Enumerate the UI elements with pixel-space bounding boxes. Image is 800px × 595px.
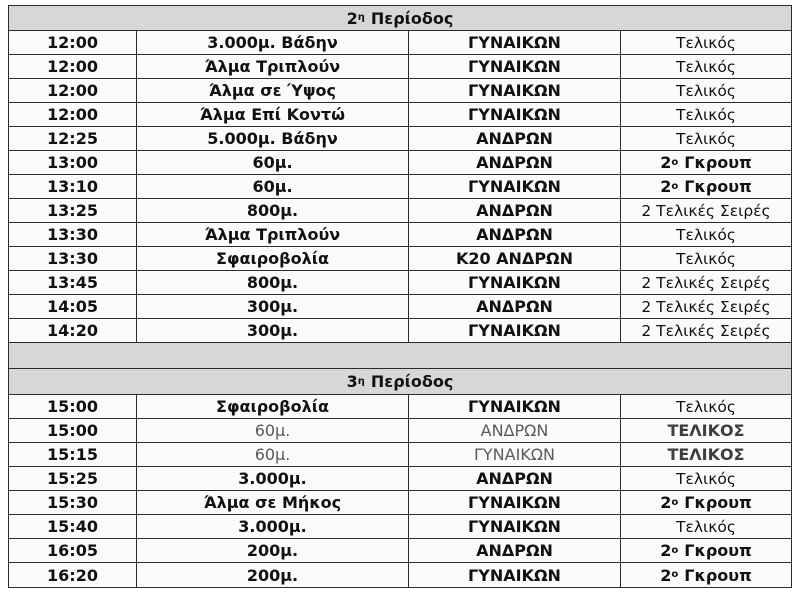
event-cell: Άλμα Τριπλούν bbox=[137, 55, 409, 78]
event-cell: 300μ. bbox=[137, 295, 409, 318]
time-cell: 12:00 bbox=[9, 79, 137, 102]
stage-cell: Τελικός bbox=[676, 225, 736, 244]
stage-cell: 2 ο Γκρουπ bbox=[660, 541, 752, 560]
time-cell: 12:00 bbox=[9, 103, 137, 126]
schedule-row bbox=[9, 563, 791, 587]
schedule-row bbox=[9, 127, 791, 151]
stage-label: Γκρουπ bbox=[684, 541, 752, 560]
event-cell: 300μ. bbox=[137, 319, 409, 342]
stage-number: 2 bbox=[660, 541, 672, 560]
category-cell: ΓΥΝΑΙΚΩΝ bbox=[409, 31, 621, 54]
stage-number: 2 bbox=[660, 177, 672, 196]
stage-number: 2 bbox=[660, 493, 672, 512]
time-cell: 15:40 bbox=[9, 515, 137, 538]
period-label: Περίοδος bbox=[370, 372, 454, 391]
stage-cell: Τελικός bbox=[676, 397, 736, 416]
stage-label: Γκρουπ bbox=[684, 493, 752, 512]
stage-cell: 2 Τελικές Σειρές bbox=[641, 273, 771, 292]
time-cell: 15:25 bbox=[9, 467, 137, 490]
category-cell: ΑΝΔΡΩΝ bbox=[409, 151, 621, 174]
event-cell: 60μ. bbox=[137, 419, 409, 442]
stage-cell: 2 Τελικές Σειρές bbox=[641, 321, 771, 340]
stage-label: Γκρουπ bbox=[684, 153, 752, 172]
stage-cell: 2 ο Γκρουπ bbox=[660, 493, 752, 512]
stage-number: 2 bbox=[660, 565, 672, 585]
event-cell: 3.000μ. Βάδην bbox=[137, 31, 409, 54]
category-cell: ΑΝΔΡΩΝ bbox=[409, 295, 621, 318]
category-cell: ΑΝΔΡΩΝ bbox=[409, 127, 621, 150]
period-heading: 3 η Περίοδος bbox=[9, 369, 791, 395]
event-cell: 3.000μ. bbox=[137, 515, 409, 538]
stage-cell: Τελικός bbox=[676, 33, 736, 52]
time-cell: 13:45 bbox=[9, 271, 137, 294]
stage-label: Γκρουπ bbox=[684, 565, 752, 585]
stage-cell: 2 Τελικές Σειρές bbox=[641, 297, 771, 316]
time-cell: 13:30 bbox=[9, 247, 137, 270]
stage-cell: Τελικός bbox=[676, 105, 736, 124]
stage-cell: Τελικός bbox=[676, 57, 736, 76]
category-cell: ΓΥΝΑΙΚΩΝ bbox=[409, 395, 621, 418]
category-cell: ΓΥΝΑΙΚΩΝ bbox=[409, 79, 621, 102]
stage-cell: 2 ο Γκρουπ bbox=[660, 565, 752, 585]
category-cell: ΑΝΔΡΩΝ bbox=[409, 199, 621, 222]
schedule-row bbox=[9, 223, 791, 247]
category-cell: ΓΥΝΑΙΚΩΝ bbox=[409, 55, 621, 78]
stage-cell: ΤΕΛΙΚΟΣ bbox=[667, 445, 745, 464]
time-cell: 14:20 bbox=[9, 319, 137, 342]
schedule-row bbox=[9, 467, 791, 491]
event-cell: Σφαιροβολία bbox=[137, 247, 409, 270]
schedule-row bbox=[9, 395, 791, 419]
time-cell: 15:15 bbox=[9, 443, 137, 466]
time-cell: 15:00 bbox=[9, 419, 137, 442]
time-cell: 16:05 bbox=[9, 539, 137, 562]
event-cell: Σφαιροβολία bbox=[137, 395, 409, 418]
category-cell: ΑΝΔΡΩΝ bbox=[409, 467, 621, 490]
time-cell: 12:00 bbox=[9, 31, 137, 54]
schedule-row bbox=[9, 247, 791, 271]
schedule-row bbox=[9, 199, 791, 223]
stage-cell: 2 ο Γκρουπ bbox=[660, 153, 752, 172]
stage-cell: Τελικός bbox=[676, 249, 736, 268]
schedule-row bbox=[9, 55, 791, 79]
time-cell: 13:10 bbox=[9, 175, 137, 198]
stage-cell: ΤΕΛΙΚΟΣ bbox=[667, 421, 745, 440]
event-cell: Άλμα σε Μήκος bbox=[137, 491, 409, 514]
schedule-row bbox=[9, 443, 791, 467]
stage-cell: Τελικός bbox=[676, 469, 736, 488]
event-cell: 5.000μ. Βάδην bbox=[137, 127, 409, 150]
schedule-row bbox=[9, 491, 791, 515]
category-cell: ΓΥΝΑΙΚΩΝ bbox=[409, 515, 621, 538]
event-cell: 200μ. bbox=[137, 563, 409, 587]
category-cell: ΓΥΝΑΙΚΩΝ bbox=[409, 491, 621, 514]
category-cell: ΑΝΔΡΩΝ bbox=[409, 223, 621, 246]
category-cell: ΑΝΔΡΩΝ bbox=[409, 539, 621, 562]
schedule-table bbox=[8, 5, 792, 588]
category-cell: ΓΥΝΑΙΚΩΝ bbox=[409, 443, 621, 466]
schedule-row bbox=[9, 175, 791, 199]
stage-number: 2 bbox=[660, 153, 672, 172]
stage-cell: Τελικός bbox=[676, 129, 736, 148]
schedule-row bbox=[9, 319, 791, 343]
event-cell: 60μ. bbox=[137, 175, 409, 198]
time-cell: 13:00 bbox=[9, 151, 137, 174]
period-separator bbox=[9, 343, 791, 369]
schedule-row bbox=[9, 151, 791, 175]
time-cell: 12:00 bbox=[9, 55, 137, 78]
category-cell: ΓΥΝΑΙΚΩΝ bbox=[409, 103, 621, 126]
category-cell: Κ20 ΑΝΔΡΩΝ bbox=[409, 247, 621, 270]
event-cell: 800μ. bbox=[137, 271, 409, 294]
period-heading: 2 η Περίοδος bbox=[9, 6, 791, 31]
event-cell: 200μ. bbox=[137, 539, 409, 562]
stage-cell: Τελικός bbox=[676, 517, 736, 536]
event-cell: 60μ. bbox=[137, 151, 409, 174]
time-cell: 15:00 bbox=[9, 395, 137, 418]
time-cell: 14:05 bbox=[9, 295, 137, 318]
category-cell: ΓΥΝΑΙΚΩΝ bbox=[409, 175, 621, 198]
time-cell: 15:30 bbox=[9, 491, 137, 514]
event-cell: 60μ. bbox=[137, 443, 409, 466]
category-cell: ΓΥΝΑΙΚΩΝ bbox=[409, 563, 621, 587]
category-cell: ΓΥΝΑΙΚΩΝ bbox=[409, 319, 621, 342]
event-cell: Άλμα Τριπλούν bbox=[137, 223, 409, 246]
schedule-row bbox=[9, 295, 791, 319]
event-cell: 3.000μ. bbox=[137, 467, 409, 490]
time-cell: 12:25 bbox=[9, 127, 137, 150]
event-cell: Άλμα σε Ύψος bbox=[137, 79, 409, 102]
time-cell: 13:25 bbox=[9, 199, 137, 222]
stage-cell: 2 Τελικές Σειρές bbox=[641, 201, 771, 220]
period-label: Περίοδος bbox=[370, 8, 454, 28]
schedule-row bbox=[9, 79, 791, 103]
schedule-row bbox=[9, 419, 791, 443]
event-cell: 800μ. bbox=[137, 199, 409, 222]
schedule-row bbox=[9, 271, 791, 295]
stage-label: Γκρουπ bbox=[684, 177, 752, 196]
stage-cell: 2 ο Γκρουπ bbox=[660, 177, 752, 196]
time-cell: 13:30 bbox=[9, 223, 137, 246]
schedule-row bbox=[9, 539, 791, 563]
stage-cell: Τελικός bbox=[676, 81, 736, 100]
period-number: 2 bbox=[346, 8, 358, 28]
event-cell: Άλμα Επί Κοντώ bbox=[137, 103, 409, 126]
schedule-row bbox=[9, 103, 791, 127]
time-cell: 16:20 bbox=[9, 563, 137, 587]
period-number: 3 bbox=[346, 372, 358, 391]
schedule-row bbox=[9, 31, 791, 55]
category-cell: ΑΝΔΡΩΝ bbox=[409, 419, 621, 442]
schedule-row bbox=[9, 515, 791, 539]
category-cell: ΓΥΝΑΙΚΩΝ bbox=[409, 271, 621, 294]
